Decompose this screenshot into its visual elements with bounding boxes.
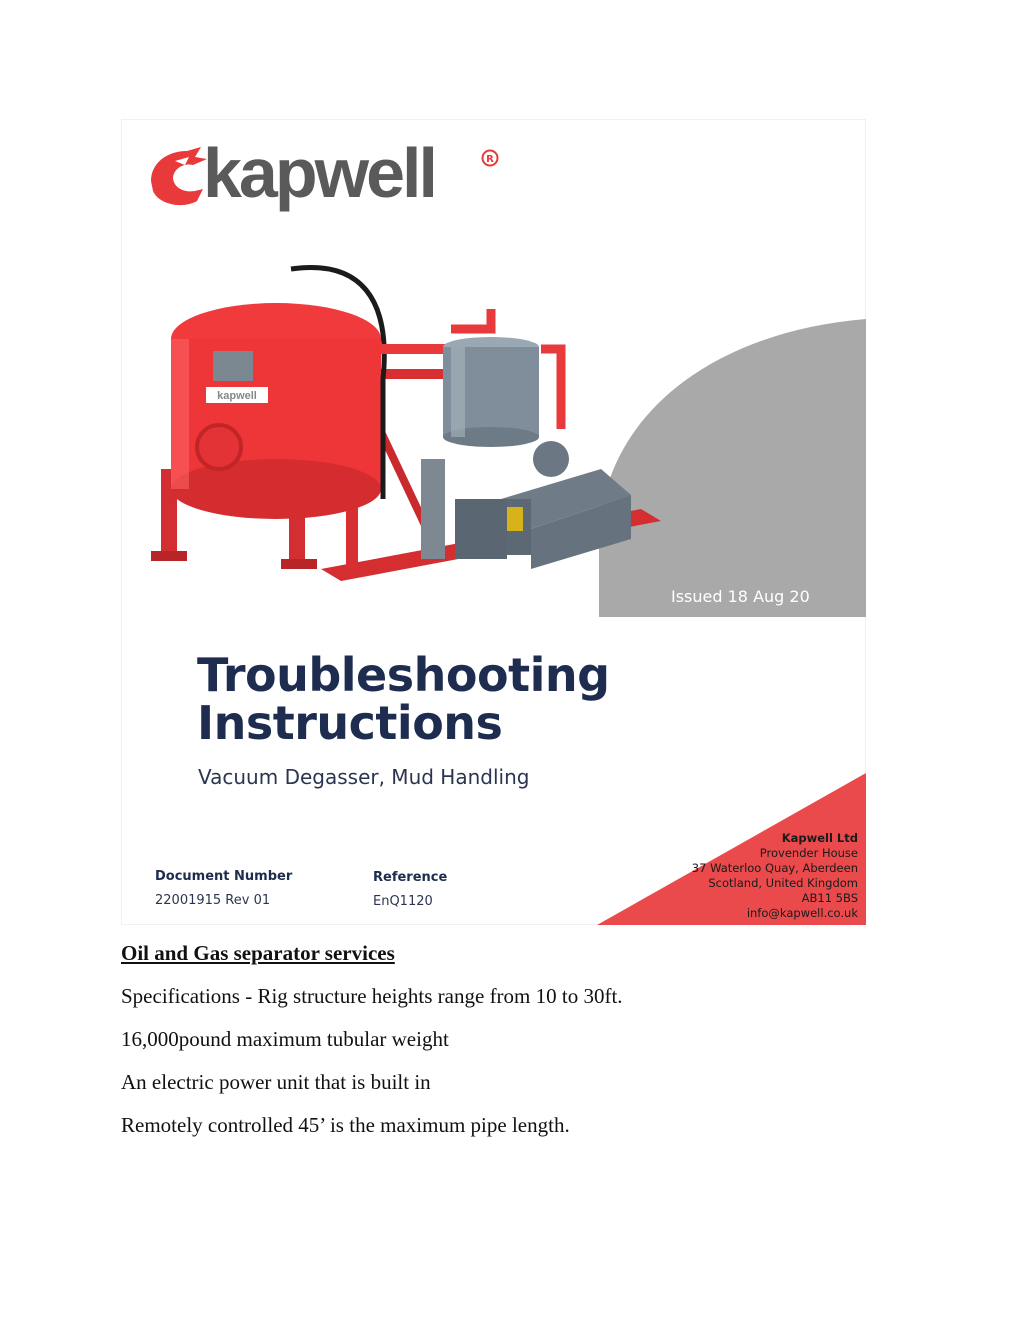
company-email: info@kapwell.co.uk	[746, 906, 858, 920]
address-line-2: 37 Waterloo Quay, Aberdeen	[691, 861, 858, 875]
address-line-4: AB11 5BS	[801, 891, 858, 905]
spec-line: Specifications - Rig structure heights range from 10 to 30ft.	[121, 984, 623, 1008]
reference-value: EnQ1120	[373, 894, 433, 909]
cover-image	[121, 119, 866, 925]
reference-label: Reference	[373, 870, 448, 885]
section-heading: Oil and Gas separator services	[121, 941, 395, 965]
issued-date: Issued 18 Aug 20	[671, 587, 810, 606]
svg-text:kapwell: kapwell	[217, 390, 257, 402]
address-line-3: Scotland, United Kingdom	[708, 876, 858, 890]
company-address	[692, 831, 858, 921]
document-number-value: 22001915 Rev 01	[155, 893, 271, 908]
spec-line: An electric power unit that is built in	[121, 1070, 431, 1094]
vacuum-degasser-illustration	[121, 259, 681, 589]
document-title	[197, 648, 610, 750]
registered-mark-icon	[481, 149, 499, 167]
title-line-1: Troubleshooting	[197, 648, 610, 702]
title-line-2: Instructions	[197, 696, 503, 750]
address-line-1: Provender House	[759, 846, 858, 860]
logo-wordmark: kapwell	[203, 134, 435, 212]
kapwell-logo	[145, 134, 505, 219]
svg-text:R: R	[486, 154, 494, 165]
document-number-label: Document Number	[155, 869, 293, 884]
document-subtitle: Vacuum Degasser, Mud Handling	[198, 765, 530, 789]
company-name: Kapwell Ltd	[781, 831, 858, 845]
spec-line: 16,000pound maximum tubular weight	[121, 1027, 449, 1051]
spec-line: Remotely controlled 45’ is the maximum pipe length.	[121, 1113, 570, 1137]
